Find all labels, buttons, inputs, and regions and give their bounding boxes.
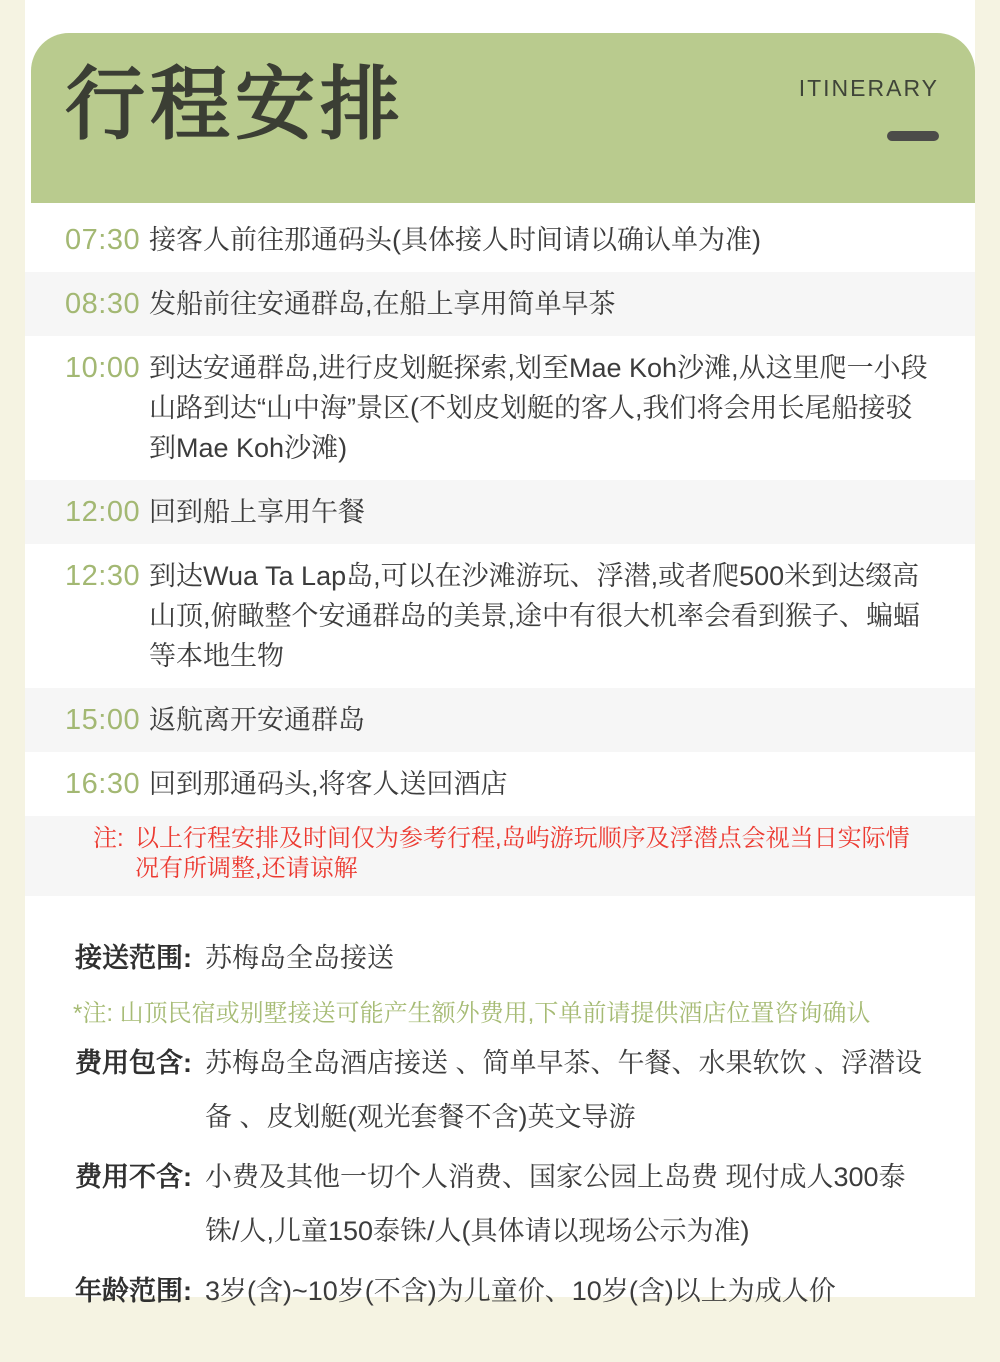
- schedule-time: 07:30: [65, 224, 141, 256]
- schedule-text: 返航离开安通群岛: [149, 705, 365, 735]
- header-banner: [31, 33, 975, 203]
- page-title: 行程安排: [65, 60, 405, 149]
- schedule-time: 12:30: [65, 560, 141, 592]
- pickup-range-value: 苏梅岛全岛接送: [205, 943, 394, 973]
- schedule-row: [25, 208, 975, 272]
- schedule-time: 15:00: [65, 704, 141, 736]
- schedule-time: 10:00: [65, 352, 141, 384]
- note-label: 注:: [93, 825, 124, 852]
- dash-icon: [887, 131, 939, 141]
- schedule-time: 08:30: [65, 288, 141, 320]
- schedule-row: [25, 752, 975, 816]
- fee-exclude-value: 小费及其他一切个人消费、国家公园上岛费 现付成人300泰铢/人,儿童150泰铢/人(具体请以现场公示为准): [205, 1162, 906, 1246]
- pickup-note: *注: 山顶民宿或别墅接送可能产生额外费用,下单前请提供酒店位置咨询确认: [73, 1000, 871, 1027]
- schedule-row: [25, 336, 975, 480]
- fee-include-value: 苏梅岛全岛酒店接送 、简单早茶、午餐、水果软饮 、浮潜设备 、皮划艇(观光套餐不含)英文导游: [205, 1048, 923, 1132]
- itinerary-card: [25, 0, 975, 1306]
- eyebrow-label: ITINERARY: [798, 75, 939, 101]
- fee-exclude-label: 费用不含:: [75, 1162, 192, 1192]
- pickup-range: [75, 938, 930, 978]
- age-range-label: 年龄范围:: [75, 1276, 192, 1306]
- fee-exclude: [75, 1150, 930, 1258]
- schedule-text: 回到船上享用午餐: [149, 497, 365, 527]
- schedule-row: [25, 480, 975, 544]
- details-section: [25, 896, 975, 1318]
- schedule-text: 接客人前往那通码头(具体接人时间请以确认单为准): [149, 225, 761, 255]
- note-text: 以上行程安排及时间仅为参考行程,岛屿游玩顺序及浮潜点会视当日实际情况有所调整,还请谅解: [135, 825, 910, 882]
- schedule-time: 12:00: [65, 496, 141, 528]
- disclaimer-note: [25, 816, 975, 896]
- schedule-text: 发船前往安通群岛,在船上享用简单早茶: [149, 289, 616, 319]
- schedule-row: [25, 688, 975, 752]
- schedule-text: 到达Wua Ta Lap岛,可以在沙滩游玩、浮潜,或者爬500米到达缀高山顶,俯瞰整个安通群岛的美景,途中有很大机率会看到猴子、蝙蝠等本地生物: [149, 561, 921, 671]
- fee-include: [75, 1036, 930, 1144]
- age-range: [75, 1264, 930, 1318]
- schedule-row: [25, 544, 975, 688]
- schedule-text: 到达安通群岛,进行皮划艇探索,划至Mae Koh沙滩,从这里爬一小段山路到达“山中海”景区(不划皮划艇的客人,我们将会用长尾船接驳到Mae Koh沙滩): [149, 353, 928, 463]
- schedule-list: [25, 208, 975, 816]
- fee-include-label: 费用包含:: [75, 1048, 192, 1078]
- schedule-text: 回到那通码头,将客人送回酒店: [149, 769, 508, 799]
- age-range-value: 3岁(含)~10岁(不含)为儿童价、10岁(含)以上为成人价: [205, 1276, 836, 1306]
- pickup-range-label: 接送范围:: [75, 943, 192, 973]
- schedule-row: [25, 272, 975, 336]
- schedule-time: 16:30: [65, 768, 141, 800]
